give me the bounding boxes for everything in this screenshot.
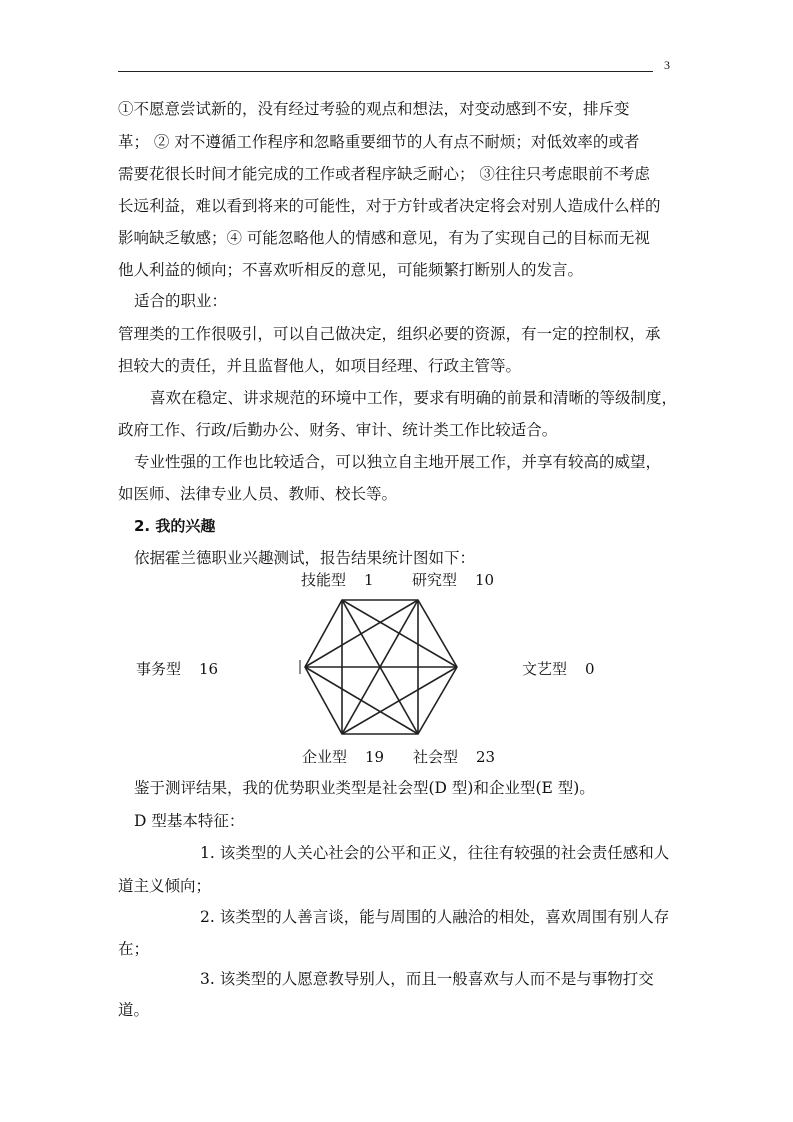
feature-line: 1. 该类型的人关心社会的公平和正义，往往有较强的社会责任感和人 [200, 844, 670, 862]
paragraph-line: 影响缺乏敏感；④ 可能忽略他人的情感和意见，有为了实现自己的目标而无视 [118, 229, 650, 247]
chart-label-skill [301, 570, 374, 590]
chart-label-enterprise [302, 747, 384, 767]
conclusion-line: 鉴于测评结果，我的优势职业类型是社会型(D 型)和企业型(E 型)。 [134, 779, 595, 797]
value-label: 23 [476, 748, 496, 766]
feature-line: 道。 [118, 1001, 150, 1019]
chart-label-research [412, 570, 494, 590]
feature-line: 道主义倾向； [118, 877, 212, 895]
value-label: 0 [585, 660, 595, 678]
suitable-line: 担较大的责任，并且监督他人，如项目经理、行政主管等。 [118, 357, 522, 375]
value-label: 10 [475, 571, 495, 589]
suitable-heading: 适合的职业： [134, 292, 228, 310]
suitable-line: 喜欢在稳定、讲求规范的环境中工作，要求有明确的前景和清晰的等级制度， [150, 389, 678, 407]
category-label: 研究型 [412, 571, 458, 589]
header-rule [118, 71, 653, 72]
suitable-line: 专业性强的工作也比较适合，可以独立自主地开展工作，并享有较高的威望， [134, 453, 662, 471]
holland-hexagon-diagram [296, 597, 468, 741]
feature-line: 在； [118, 940, 150, 958]
section-heading: 2. 我的兴趣 [134, 517, 216, 535]
chart-label-affairs [136, 659, 218, 679]
suitable-line: 如医师、法律专业人员、教师、校长等。 [118, 485, 398, 503]
paragraph-line: 需要花很长时间才能完成的工作或者程序缺乏耐心； ③往往只考虑眼前不考虑 [118, 165, 650, 183]
suitable-line: 政府工作、行政/后勤办公、财务、审计、统计类工作比较适合。 [118, 421, 558, 439]
category-label: 事务型 [136, 660, 182, 678]
paragraph-line: ①不愿意尝试新的，没有经过考验的观点和想法，对变动感到不安，排斥变 [118, 100, 630, 118]
d-features-heading: D 型基本特征： [134, 812, 245, 830]
page-number: 3 [664, 58, 670, 72]
category-label: 文艺型 [522, 660, 568, 678]
paragraph-line: 他人利益的倾向；不喜欢听相反的意见，可能频繁打断别人的发言。 [118, 261, 584, 279]
chart-label-social [413, 747, 495, 767]
value-label: 16 [199, 660, 219, 678]
section-intro: 依据霍兰德职业兴趣测试，报告结果统计图如下： [134, 549, 476, 567]
value-label: 1 [364, 571, 374, 589]
value-label: 19 [365, 748, 385, 766]
category-label: 社会型 [413, 748, 459, 766]
category-label: 技能型 [301, 571, 347, 589]
paragraph-line: 长远利益，难以看到将来的可能性，对于方针或者决定将会对别人造成什么样的 [118, 197, 661, 215]
paragraph-line: 革； ② 对不遵循工作程序和忽略重要细节的人有点不耐烦；对低效率的或者 [118, 133, 640, 151]
feature-line: 2. 该类型的人善言谈，能与周围的人融洽的相处，喜欢周围有别人存 [200, 908, 670, 926]
chart-label-art [522, 659, 595, 679]
suitable-line: 管理类的工作很吸引，可以自己做决定，组织必要的资源，有一定的控制权，承 [118, 325, 661, 343]
feature-line: 3. 该类型的人愿意教导别人，而且一般喜欢与人而不是与事物打交 [200, 970, 654, 988]
category-label: 企业型 [302, 748, 348, 766]
